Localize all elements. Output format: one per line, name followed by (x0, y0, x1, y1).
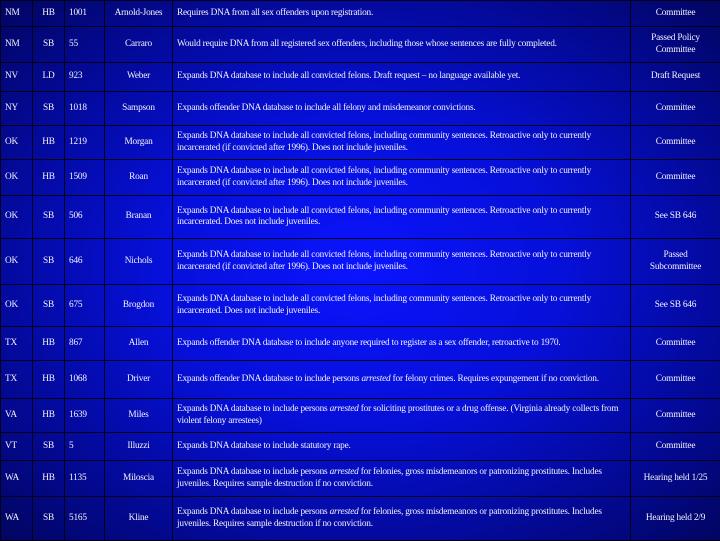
table-row (1, 27, 720, 63)
table-row (1, 285, 720, 327)
description-cell (173, 285, 631, 327)
state-cell: WA (1, 497, 33, 541)
status-cell: See SB 646 (631, 196, 720, 239)
bill-number-cell: 1219 (65, 126, 105, 160)
description-cell (173, 160, 631, 196)
description-text: Expands DNA database to include all convicted felons. Draft request – no language available yet. (177, 71, 520, 81)
description-text: Expands DNA database to include persons (177, 404, 330, 414)
sponsor-cell: Weber (105, 63, 173, 92)
bill-number-cell: 1018 (65, 92, 105, 126)
bill-type-cell: SB (33, 92, 65, 126)
state-cell: VT (1, 433, 33, 461)
sponsor-cell: Carraro (105, 27, 173, 63)
status-cell: Committee (631, 160, 720, 196)
description-cell (173, 196, 631, 239)
status-cell: Hearing held 2/9 (631, 497, 720, 541)
description-cell (173, 327, 631, 361)
bill-type-cell: HB (33, 399, 65, 433)
table-row (1, 461, 720, 497)
description-text: Expands DNA database to include persons (177, 507, 330, 517)
description-text: Expands offender DNA database to include anyone required to register as a sex offender, retroactive to 1970. (177, 338, 561, 348)
bill-number-cell: 675 (65, 285, 105, 327)
status-cell: Hearing held 1/25 (631, 461, 720, 497)
bill-number-cell: 923 (65, 63, 105, 92)
state-cell: TX (1, 327, 33, 361)
bill-number-cell: 1509 (65, 160, 105, 196)
bill-type-cell: HB (33, 1, 65, 27)
description-cell (173, 361, 631, 399)
sponsor-cell: Miles (105, 399, 173, 433)
sponsor-cell: Driver (105, 361, 173, 399)
bill-type-cell: HB (33, 126, 65, 160)
bill-number-cell: 1068 (65, 361, 105, 399)
bill-number-cell: 506 (65, 196, 105, 239)
description-text: Expands DNA database to include all convicted felons, including community sentences. Retroactive only to currently incarcerated (if convicted after 1996). Does not include juveniles. (177, 250, 591, 272)
bill-number-cell: 867 (65, 327, 105, 361)
description-text: Expands DNA database to include all convicted felons, including community sentences. Retroactive only to currently incarcerated (if convicted after 1996). Does not include juveniles. (177, 166, 591, 188)
status-cell: Committee (631, 433, 720, 461)
bill-type-cell: SB (33, 497, 65, 541)
state-cell: WA (1, 461, 33, 497)
bill-number-cell: 1135 (65, 461, 105, 497)
description-text: Expands offender DNA database to include all felony and misdemeanor convictions. (177, 103, 476, 113)
table-row (1, 1, 720, 27)
bill-type-cell: SB (33, 196, 65, 239)
status-cell: Committee (631, 1, 720, 27)
state-cell: OK (1, 196, 33, 239)
status-cell: Committee (631, 126, 720, 160)
table-body (1, 1, 720, 541)
description-text: Expands DNA database to include all convicted felons, including community sentences. Retroactive only to currently incarcerated (if convicted after 1996). Does not include juveniles. (177, 131, 591, 153)
description-emphasis: arrested (330, 507, 359, 517)
status-cell: Passed Subcommittee (631, 239, 720, 285)
description-cell (173, 126, 631, 160)
bill-number-cell: 5165 (65, 497, 105, 541)
bill-type-cell: SB (33, 239, 65, 285)
description-text: Would require DNA from all registered sex offenders, including those whose sentences are fully completed. (177, 39, 557, 49)
status-cell: Committee (631, 92, 720, 126)
description-emphasis: arrested (330, 404, 359, 414)
description-cell (173, 239, 631, 285)
sponsor-cell: Kline (105, 497, 173, 541)
bill-type-cell: SB (33, 27, 65, 63)
description-text: Expands DNA database to include persons (177, 467, 330, 477)
description-cell (173, 92, 631, 126)
table-row (1, 327, 720, 361)
description-emphasis: arrested (361, 374, 390, 384)
state-cell: OK (1, 239, 33, 285)
table-row (1, 497, 720, 541)
sponsor-cell: Illuzzi (105, 433, 173, 461)
table-row (1, 239, 720, 285)
bill-type-cell: HB (33, 461, 65, 497)
description-text: Expands DNA database to include all convicted felons, including community sentences. Retroactive only to currently incarcerated. Does not include juveniles. (177, 294, 591, 316)
state-cell: OK (1, 285, 33, 327)
table-row (1, 63, 720, 92)
description-cell (173, 1, 631, 27)
sponsor-cell: Brogdon (105, 285, 173, 327)
sponsor-cell: Roan (105, 160, 173, 196)
table-row (1, 92, 720, 126)
description-text: Expands DNA database to include statutory rape. (177, 441, 351, 451)
state-cell: NV (1, 63, 33, 92)
table-row (1, 126, 720, 160)
description-cell (173, 27, 631, 63)
sponsor-cell: Miloscia (105, 461, 173, 497)
description-cell (173, 497, 631, 541)
description-text: for felony crimes. Requires expungement if no conviction. (390, 374, 598, 384)
description-text: for felonies, gross misdemeanors or patronizing prostitutes. Includes juveniles. Requires sample destruction if no conviction. (177, 507, 602, 529)
status-cell: Committee (631, 399, 720, 433)
sponsor-cell: Nichols (105, 239, 173, 285)
status-cell: Draft Request (631, 63, 720, 92)
table-row (1, 399, 720, 433)
description-cell (173, 461, 631, 497)
description-cell (173, 63, 631, 92)
description-text: Expands offender DNA database to include persons (177, 374, 361, 384)
state-cell: OK (1, 160, 33, 196)
description-cell (173, 433, 631, 461)
description-cell (173, 399, 631, 433)
description-text: for felonies, gross misdemeanors or patronizing prostitutes. Includes juveniles. Requires sample destruction if no conviction. (177, 467, 602, 489)
bill-type-cell: HB (33, 361, 65, 399)
description-emphasis: arrested (330, 467, 359, 477)
table-row (1, 433, 720, 461)
sponsor-cell: Arnold-Jones (105, 1, 173, 27)
status-cell: Passed Policy Committee (631, 27, 720, 63)
bill-number-cell: 5 (65, 433, 105, 461)
status-cell: Committee (631, 361, 720, 399)
description-text: Requires DNA from all sex offenders upon registration. (177, 8, 373, 18)
state-cell: NM (1, 1, 33, 27)
bill-type-cell: SB (33, 433, 65, 461)
state-cell: TX (1, 361, 33, 399)
table-row (1, 361, 720, 399)
bill-type-cell: HB (33, 160, 65, 196)
bill-number-cell: 1639 (65, 399, 105, 433)
sponsor-cell: Branan (105, 196, 173, 239)
bill-type-cell: SB (33, 285, 65, 327)
state-cell: NY (1, 92, 33, 126)
bill-type-cell: LD (33, 63, 65, 92)
bill-number-cell: 1001 (65, 1, 105, 27)
status-cell: Committee (631, 327, 720, 361)
sponsor-cell: Allen (105, 327, 173, 361)
status-cell: See SB 646 (631, 285, 720, 327)
bill-type-cell: HB (33, 327, 65, 361)
description-text: Expands DNA database to include all convicted felons, including community sentences. Retroactive only to currently incarcerated. Does not include juveniles. (177, 206, 591, 228)
state-cell: NM (1, 27, 33, 63)
state-cell: OK (1, 126, 33, 160)
state-cell: VA (1, 399, 33, 433)
sponsor-cell: Sampson (105, 92, 173, 126)
sponsor-cell: Morgan (105, 126, 173, 160)
bill-number-cell: 646 (65, 239, 105, 285)
bill-number-cell: 55 (65, 27, 105, 63)
description-text: for soliciting prostitutes or a drug offense. (Virginia already collects from violent felony arrestees) (177, 404, 618, 426)
table-row (1, 160, 720, 196)
table-row (1, 196, 720, 239)
